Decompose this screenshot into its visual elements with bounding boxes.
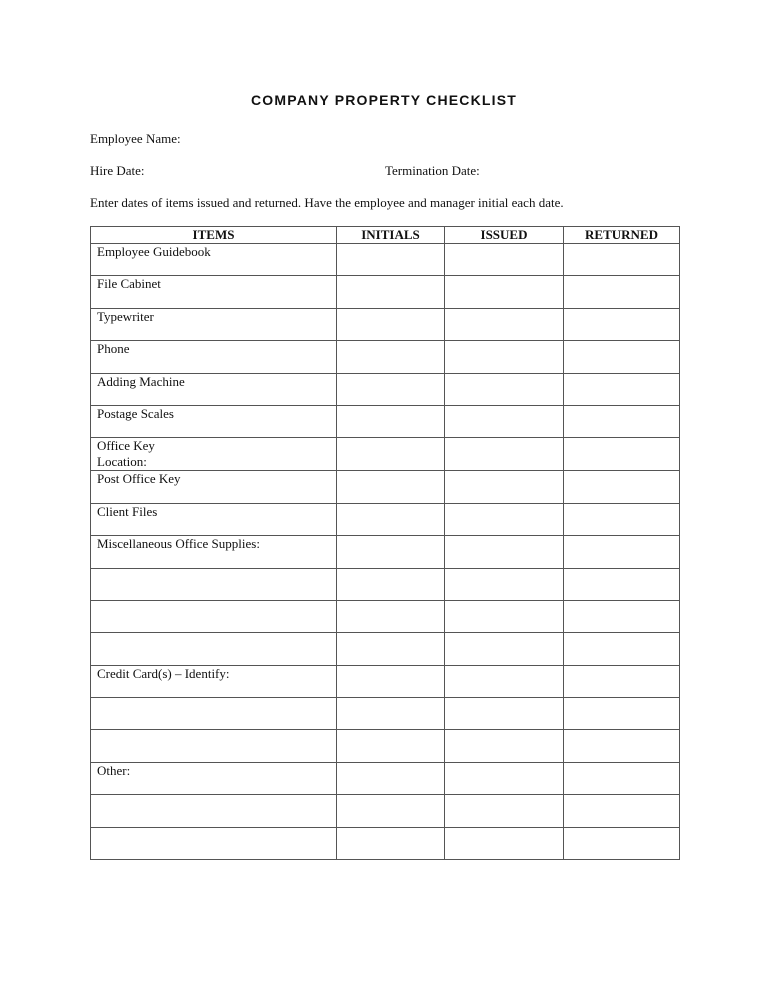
returned-date-cell[interactable] (564, 730, 680, 762)
checklist-body (91, 244, 680, 860)
issued-date-cell[interactable] (445, 827, 564, 859)
returned-date-cell[interactable] (564, 633, 680, 665)
initials-cell[interactable] (337, 276, 445, 308)
issued-date-cell[interactable] (445, 698, 564, 730)
returned-date-cell[interactable] (564, 341, 680, 373)
initials-cell[interactable] (337, 633, 445, 665)
column-header-issued: ISSUED (445, 227, 564, 244)
item-cell[interactable] (91, 730, 337, 762)
column-header-items: ITEMS (91, 227, 337, 244)
item-cell[interactable] (91, 536, 337, 568)
item-name: Post Office Key (97, 471, 181, 487)
issued-date-cell[interactable] (445, 762, 564, 794)
returned-date-cell[interactable] (564, 373, 680, 405)
issued-date-cell[interactable] (445, 373, 564, 405)
initials-cell[interactable] (337, 244, 445, 276)
item-name: Adding Machine (97, 373, 185, 389)
table-row (91, 373, 680, 405)
issued-date-cell[interactable] (445, 795, 564, 827)
item-cell[interactable] (91, 698, 337, 730)
item-cell[interactable] (91, 308, 337, 340)
returned-date-cell[interactable] (564, 276, 680, 308)
table-row (91, 405, 680, 437)
issued-date-cell[interactable] (445, 438, 564, 471)
item-cell[interactable] (91, 665, 337, 697)
item-detail: Location: (97, 454, 147, 470)
item-cell[interactable] (91, 600, 337, 632)
document-title: COMPANY PROPERTY CHECKLIST (250, 92, 518, 108)
issued-date-cell[interactable] (445, 600, 564, 632)
item-cell[interactable] (91, 244, 337, 276)
table-row (91, 471, 680, 503)
item-cell[interactable] (91, 827, 337, 859)
item-name: Phone (97, 341, 130, 357)
termination-date-label: Termination Date: (385, 163, 480, 178)
initials-cell[interactable] (337, 405, 445, 437)
item-name: Credit Card(s) – Identify: (97, 665, 230, 681)
returned-date-cell[interactable] (564, 405, 680, 437)
returned-date-cell[interactable] (564, 795, 680, 827)
table-row (91, 633, 680, 665)
item-cell[interactable] (91, 373, 337, 405)
employee-name-label: Employee Name: (90, 131, 181, 146)
table-row (91, 308, 680, 340)
item-name: Postage Scales (97, 405, 174, 421)
issued-date-cell[interactable] (445, 308, 564, 340)
initials-cell[interactable] (337, 536, 445, 568)
table-row (91, 536, 680, 568)
issued-date-cell[interactable] (445, 503, 564, 535)
initials-cell[interactable] (337, 471, 445, 503)
item-name: Miscellaneous Office Supplies: (97, 536, 260, 552)
initials-cell[interactable] (337, 665, 445, 697)
initials-cell[interactable] (337, 827, 445, 859)
issued-date-cell[interactable] (445, 730, 564, 762)
initials-cell[interactable] (337, 698, 445, 730)
table-header-row (91, 227, 680, 244)
item-cell[interactable] (91, 503, 337, 535)
returned-date-cell[interactable] (564, 762, 680, 794)
instructions-text: Enter dates of items issued and returned. Have the employee and manager initial each date. (90, 195, 564, 210)
returned-date-cell[interactable] (564, 568, 680, 600)
hire-date-label: Hire Date: (90, 163, 145, 178)
initials-cell[interactable] (337, 600, 445, 632)
initials-cell[interactable] (337, 373, 445, 405)
returned-date-cell[interactable] (564, 471, 680, 503)
issued-date-cell[interactable] (445, 405, 564, 437)
issued-date-cell[interactable] (445, 536, 564, 568)
initials-cell[interactable] (337, 795, 445, 827)
issued-date-cell[interactable] (445, 471, 564, 503)
item-name: Office Key (97, 438, 155, 454)
table-row (91, 730, 680, 762)
item-cell[interactable] (91, 405, 337, 437)
property-checklist-table (90, 226, 680, 860)
returned-date-cell[interactable] (564, 438, 680, 471)
returned-date-cell[interactable] (564, 698, 680, 730)
initials-cell[interactable] (337, 438, 445, 471)
table-row (91, 568, 680, 600)
table-row (91, 827, 680, 859)
column-header-returned: RETURNED (564, 227, 680, 244)
issued-date-cell[interactable] (445, 633, 564, 665)
issued-date-cell[interactable] (445, 276, 564, 308)
table-row (91, 438, 680, 471)
item-cell[interactable] (91, 795, 337, 827)
issued-date-cell[interactable] (445, 568, 564, 600)
initials-cell[interactable] (337, 730, 445, 762)
returned-date-cell[interactable] (564, 503, 680, 535)
issued-date-cell[interactable] (445, 244, 564, 276)
table-row (91, 600, 680, 632)
issued-date-cell[interactable] (445, 665, 564, 697)
item-cell[interactable] (91, 568, 337, 600)
item-name: Typewriter (97, 308, 154, 324)
table-row (91, 503, 680, 535)
table-row (91, 762, 680, 794)
item-cell[interactable] (91, 471, 337, 503)
column-header-initials: INITIALS (337, 227, 445, 244)
initials-cell[interactable] (337, 503, 445, 535)
item-cell[interactable] (91, 276, 337, 308)
item-cell[interactable] (91, 633, 337, 665)
initials-cell[interactable] (337, 308, 445, 340)
item-name: File Cabinet (97, 276, 161, 292)
item-name: Other: (97, 762, 131, 778)
item-name: Employee Guidebook (97, 244, 211, 259)
initials-cell[interactable] (337, 568, 445, 600)
table-row (91, 341, 680, 373)
item-name: Client Files (97, 503, 158, 519)
returned-date-cell[interactable] (564, 827, 680, 859)
initials-cell[interactable] (337, 341, 445, 373)
item-cell[interactable] (91, 438, 337, 471)
returned-date-cell[interactable] (564, 308, 680, 340)
issued-date-cell[interactable] (445, 341, 564, 373)
returned-date-cell[interactable] (564, 536, 680, 568)
returned-date-cell[interactable] (564, 244, 680, 276)
initials-cell[interactable] (337, 762, 445, 794)
table-row (91, 244, 680, 276)
item-cell[interactable] (91, 341, 337, 373)
item-cell[interactable] (91, 762, 337, 794)
table-row (91, 795, 680, 827)
table-row (91, 698, 680, 730)
returned-date-cell[interactable] (564, 600, 680, 632)
returned-date-cell[interactable] (564, 665, 680, 697)
table-row (91, 276, 680, 308)
table-row (91, 665, 680, 697)
